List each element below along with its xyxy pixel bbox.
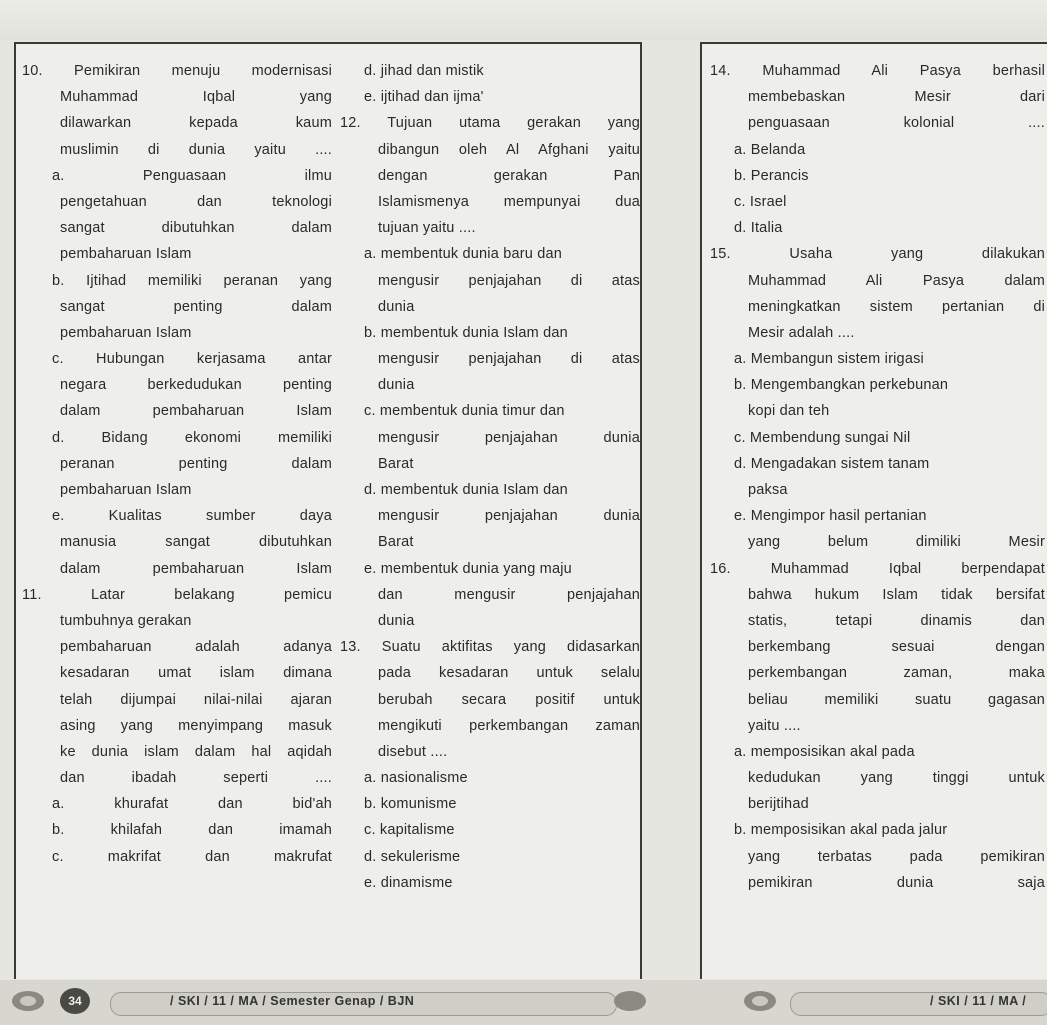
col3-text-line: d. Mengadakan sistem tanam (734, 455, 930, 472)
page-number: 34 (60, 988, 90, 1014)
col3-text-line: 15. Usaha yang dilakukan (710, 246, 1045, 263)
col1-text-line: muslimin di dunia yaitu .... (60, 141, 332, 158)
col2-text-line: mengusir penjajahan di atas (378, 272, 640, 289)
footer-label-left: / SKI / 11 / MA / Semester Genap / BJN (170, 994, 415, 1008)
col2-text-line: pada kesadaran untuk selalu (378, 665, 640, 682)
col1-text-line: 11. Latar belakang pemicu (22, 586, 332, 603)
footer-label-right: / SKI / 11 / MA / (930, 994, 1027, 1008)
col2-text-line: disebut .... (378, 743, 448, 760)
col2-text-line: Barat (378, 455, 414, 472)
col2-text-line: berubah secara positif untuk (378, 691, 640, 708)
col1-text-line: a. Penguasaan ilmu (52, 167, 332, 184)
column-2 (340, 58, 640, 896)
col2-text-line: Islamismenya mempunyai dua (378, 193, 640, 210)
col1-text-line: tumbuhnya gerakan (60, 612, 192, 629)
col2-text-line: e. dinamisme (364, 874, 453, 891)
col1-text-line: dalam pembaharuan Islam (60, 403, 332, 420)
col2-text-line: 12. Tujuan utama gerakan yang (340, 115, 640, 132)
col1-text-line: pembaharuan Islam (60, 324, 192, 341)
col3-text-line: b. Perancis (734, 167, 809, 184)
col1-text-line: 10. Pemikiran menuju modernisasi (22, 63, 332, 79)
column-3 (710, 58, 1045, 896)
col1-text-line: telah dijumpai nilai-nilai ajaran (60, 691, 332, 708)
col3-text-line: bahwa hukum Islam tidak bersifat (748, 586, 1045, 603)
col3-text-line: b. memposisikan akal pada jalur (734, 822, 948, 839)
col3-text-line: d. Italia (734, 220, 783, 237)
col1-text-line: d. Bidang ekonomi memiliki (52, 429, 332, 446)
col2-text-line: tujuan yaitu .... (378, 220, 476, 237)
col3-text-line: 16. Muhammad Iqbal berpendapat (710, 560, 1045, 577)
col2-text-line: dan mengusir penjajahan (378, 586, 640, 603)
col1-text-line: dalam pembaharuan Islam (60, 560, 332, 577)
col1-text-line: negara berkedudukan penting (60, 377, 332, 394)
col2-text-line: dibangun oleh Al Afghani yaitu (378, 141, 640, 158)
col1-text-line: kesadaran umat islam dimana (60, 665, 332, 682)
col2-text-line: a. membentuk dunia baru dan (364, 246, 563, 263)
col2-text-line: mengusir penjajahan dunia (378, 429, 640, 446)
col3-text-line: a. Membangun sistem irigasi (734, 351, 924, 368)
col3-text-line: Muhammad Ali Pasya dalam (748, 272, 1045, 289)
col2-text-line: c. kapitalisme (364, 822, 455, 839)
col3-text-line: kopi dan teh (748, 403, 830, 420)
col3-text-line: a. Belanda (734, 141, 806, 158)
col1-text-line: pembaharuan Islam (60, 482, 192, 498)
col3-text-line: b. Mengembangkan perkebunan (734, 377, 949, 394)
col3-text-line: pemikiran dunia saja (748, 874, 1045, 891)
col2-text-line: b. komunisme (364, 796, 457, 813)
col3-text-line: a. memposisikan akal pada (734, 743, 915, 760)
col3-text-line: 14. Muhammad Ali Pasya berhasil (710, 63, 1045, 79)
col2-text-line: mengikuti perkembangan zaman (378, 717, 640, 734)
col2-text-line: Barat (378, 534, 414, 551)
col1-text-line: pengetahuan dan teknologi (60, 193, 332, 210)
leaf-decoration-icon (8, 984, 48, 1018)
background-top (0, 0, 1047, 40)
col2-text-line: 13. Suatu aktifitas yang didasarkan (340, 639, 640, 656)
col1-text-line: peranan penting dalam (60, 455, 332, 472)
col1-text-line: c. Hubungan kerjasama antar (52, 351, 332, 368)
col3-text-line: berkembang sesuai dengan (748, 639, 1045, 656)
col2-text-line: c. membentuk dunia timur dan (364, 403, 565, 420)
col2-text-line: mengusir penjajahan di atas (378, 351, 640, 368)
leaf-decoration-icon (610, 984, 650, 1018)
col2-text-line: a. nasionalisme (364, 770, 468, 787)
col2-text-line: mengusir penjajahan dunia (378, 508, 640, 525)
col1-text-line: Muhammad Iqbal yang (60, 89, 332, 106)
col1-text-line: b. Ijtihad memiliki peranan yang (52, 272, 332, 289)
col3-text-line: membebaskan Mesir dari (748, 89, 1045, 106)
col1-text-line: b. khilafah dan imamah (52, 822, 332, 839)
col1-text-line: a. khurafat dan bid'ah (52, 796, 332, 813)
col3-text-line: paksa (748, 482, 788, 498)
col1-text-line: sangat dibutuhkan dalam (60, 220, 332, 237)
col1-text-line: manusia sangat dibutuhkan (60, 534, 332, 551)
col3-text-line: statis, tetapi dinamis dan (748, 612, 1045, 629)
col3-text-line: c. Israel (734, 193, 787, 210)
col3-text-line: yaitu .... (748, 717, 801, 734)
col2-text-line: dunia (378, 377, 415, 394)
col2-text-line: dunia (378, 298, 415, 315)
leaf-decoration-icon (740, 984, 780, 1018)
col2-text-line: d. jihad dan mistik (364, 63, 484, 79)
col3-text-line: c. Membendung sungai Nil (734, 429, 911, 446)
col1-text-line: asing yang menyimpang masuk (60, 717, 332, 734)
col2-text-line: d. sekulerisme (364, 848, 461, 865)
col1-text-line: pembaharuan Islam (60, 246, 192, 263)
col3-text-line: berijtihad (748, 796, 809, 813)
col3-text-line: beliau memiliki suatu gagasan (748, 691, 1045, 708)
col2-text-line: dengan gerakan Pan (378, 167, 640, 184)
col2-text-line: d. membentuk dunia Islam dan (364, 482, 568, 498)
col3-text-line: perkembangan zaman, maka (748, 665, 1045, 682)
col1-text-line: ke dunia islam dalam hal aqidah (60, 743, 332, 760)
col3-text-line: Mesir adalah .... (748, 324, 855, 341)
col1-text-line: sangat penting dalam (60, 298, 332, 315)
column-1 (22, 58, 332, 870)
col1-text-line: e. Kualitas sumber daya (52, 508, 332, 525)
col3-text-line: yang terbatas pada pemikiran (748, 848, 1045, 865)
col2-text-line: e. ijtihad dan ijma' (364, 89, 484, 106)
col1-text-line: dan ibadah seperti .... (60, 770, 332, 787)
col2-text-line: dunia (378, 612, 415, 629)
col1-text-line: c. makrifat dan makrufat (52, 848, 332, 865)
col2-text-line: e. membentuk dunia yang maju (364, 560, 572, 577)
col3-text-line: yang belum dimiliki Mesir (748, 534, 1045, 551)
col2-text-line: b. membentuk dunia Islam dan (364, 324, 568, 341)
col1-text-line: pembaharuan adalah adanya (60, 639, 332, 656)
col3-text-line: kedudukan yang tinggi untuk (748, 770, 1045, 787)
col3-text-line: penguasaan kolonial .... (748, 115, 1045, 132)
col3-text-line: e. Mengimpor hasil pertanian (734, 508, 927, 525)
col3-text-line: meningkatkan sistem pertanian di (748, 298, 1045, 315)
col1-text-line: dilawarkan kepada kaum (60, 115, 332, 132)
